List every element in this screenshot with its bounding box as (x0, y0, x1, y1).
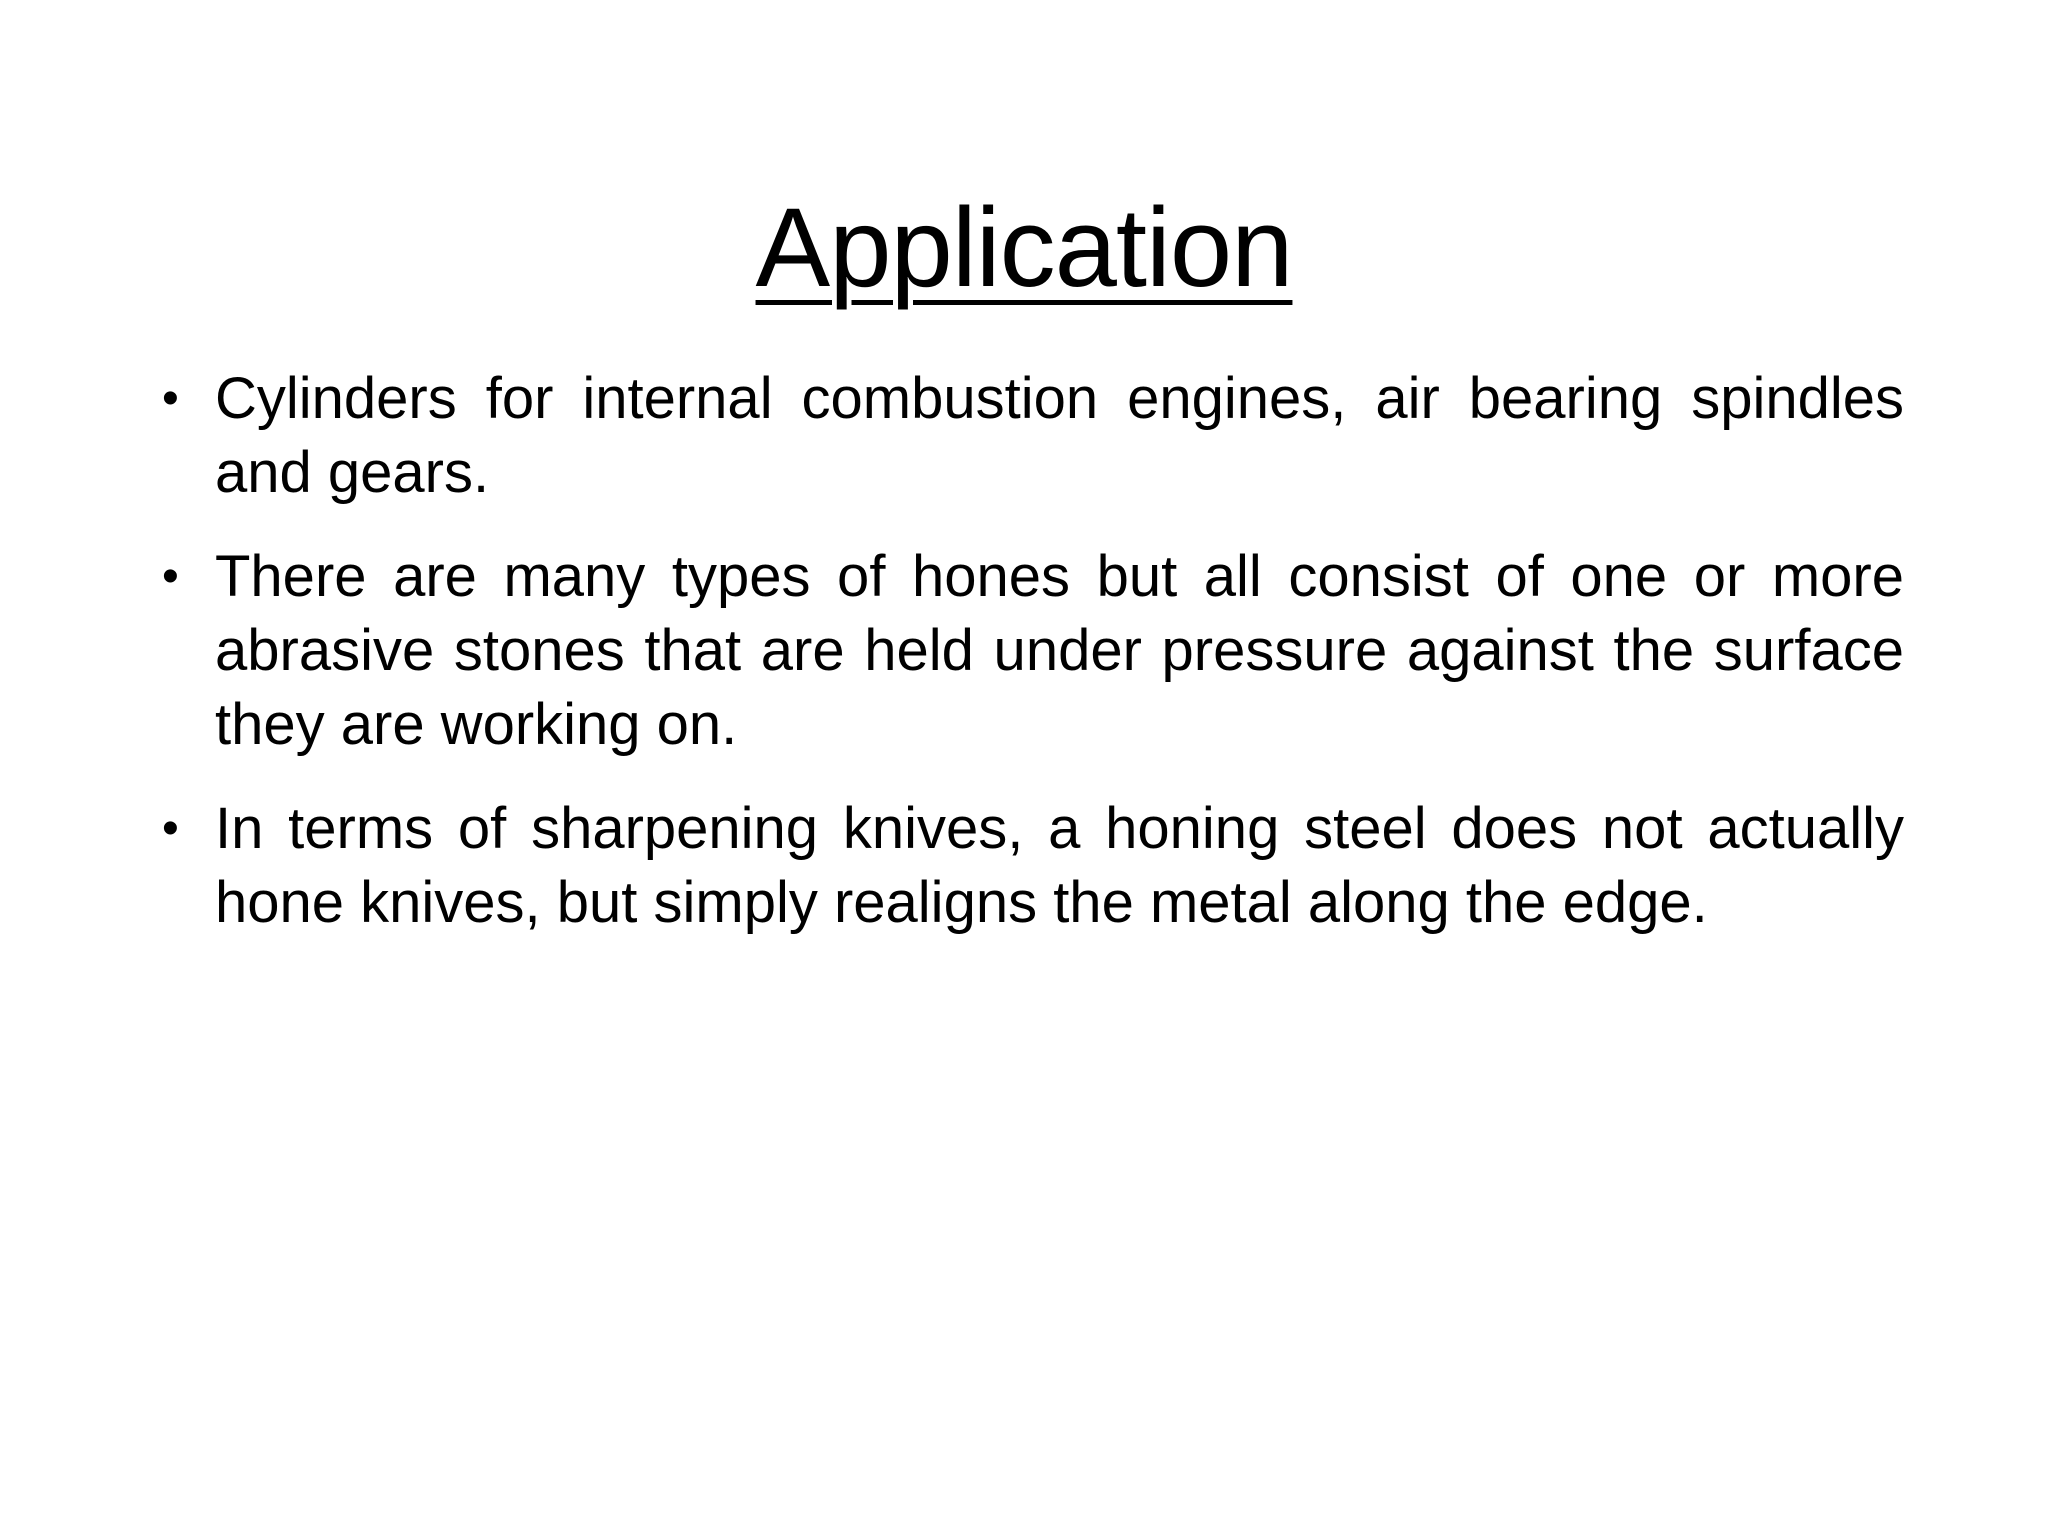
bullet-text: Cylinders for internal combustion engines, air bearing spindles and gears. (215, 366, 1904, 505)
bullet-list (162, 362, 1904, 970)
slide-title-text: Application (755, 185, 1293, 311)
bullet-icon: • (162, 802, 179, 855)
bullet-item (162, 792, 1904, 940)
bullet-icon: • (162, 372, 179, 425)
slide-title (0, 183, 2048, 313)
bullet-item (162, 540, 1904, 762)
bullet-text: There are many types of hones but all consist of one or more abrasive stones that are held under pressure against the surface they are working on. (215, 544, 1904, 757)
bullet-icon: • (162, 550, 179, 603)
bullet-text: In terms of sharpening knives, a honing steel does not actually hone knives, but simply realigns the metal along the edge. (215, 796, 1904, 935)
bullet-item (162, 362, 1904, 510)
